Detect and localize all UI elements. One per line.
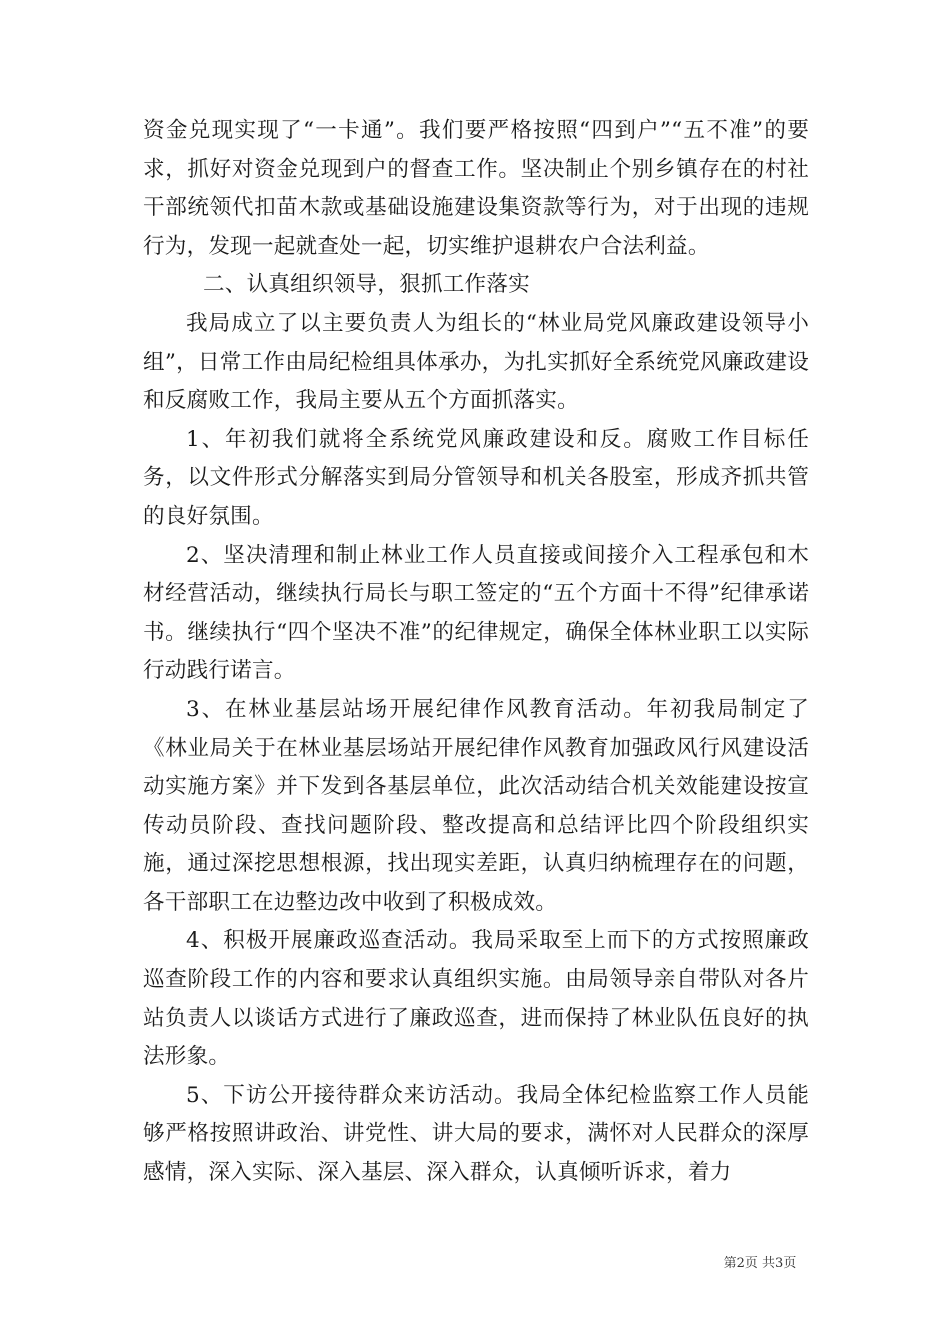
- paragraph-item-2: 2、坚决清理和制止林业工作人员直接或间接介入工程承包和木材经营活动，继续执行局长与职工签定的“五个方面十不得”纪律承诺书。继续执行“四个坚决不准”的纪律规定，确保全体林业职工以实际行动践行诺言。: [143, 542, 809, 684]
- paragraph-item-1: 1、年初我们就将全系统党风廉政建设和反。腐败工作目标任务，以文件形式分解落实到局分管领导和机关各股室，形成齐抓共管的良好氛围。: [143, 426, 809, 529]
- paragraph-leadership-group: 我局成立了以主要负责人为组长的“林业局党风廉政建设领导小组”，日常工作由局纪检组具体承办，为扎实抓好全系统党风廉政建设和反腐败工作，我局主要从五个方面抓落实。: [143, 310, 809, 414]
- page-number-footer: 第2页 共3页: [723, 1256, 797, 1271]
- paragraph-item-4: 4、积极开展廉政巡查活动。我局采取至上而下的方式按照廉政巡查阶段工作的内容和要求认真组织实施。由局领导亲自带队对各片站负责人以谈话方式进行了廉政巡查，进而保持了林业队伍良好的执法形象。: [143, 928, 809, 1070]
- paragraph-item-3: 3、在林业基层站场开展纪律作风教育活动。年初我局制定了《林业局关于在林业基层场站开展纪律作风教育加强政风行风建设活动实施方案》并下发到各基层单位，此次活动结合机关效能建设按宣传动员阶段、查找问题阶段、整改提高和总结评比四个阶段组织实施，通过深挖思想根源，找出现实差距，认真归纳梳理存在的问题，各干部职工在边整边改中收到了积极成效。: [143, 696, 809, 915]
- section-heading: 二、认真组织领导，狠抓工作落实: [203, 272, 530, 298]
- document-body: [143, 112, 809, 1193]
- paragraph-continuation: 资金兑现实现了“一卡通”。我们要严格按照“四到户”“五不准”的要求，抓好对资金兑现到户的督查工作。坚决制止个别乡镇存在的村社干部统领代扣苗木款或基础设施建设集资款等行为，对于出现的违规行为，发现一起就查处一起，切实维护退耕农户合法利益。: [143, 118, 809, 259]
- paragraph-item-5: 5、下访公开接待群众来访活动。我局全体纪检监察工作人员能够严格按照讲政治、讲党性、讲大局的要求，满怀对人民群众的深厚感情，深入实际、深入基层、深入群众，认真倾听诉求，着力: [143, 1082, 809, 1186]
